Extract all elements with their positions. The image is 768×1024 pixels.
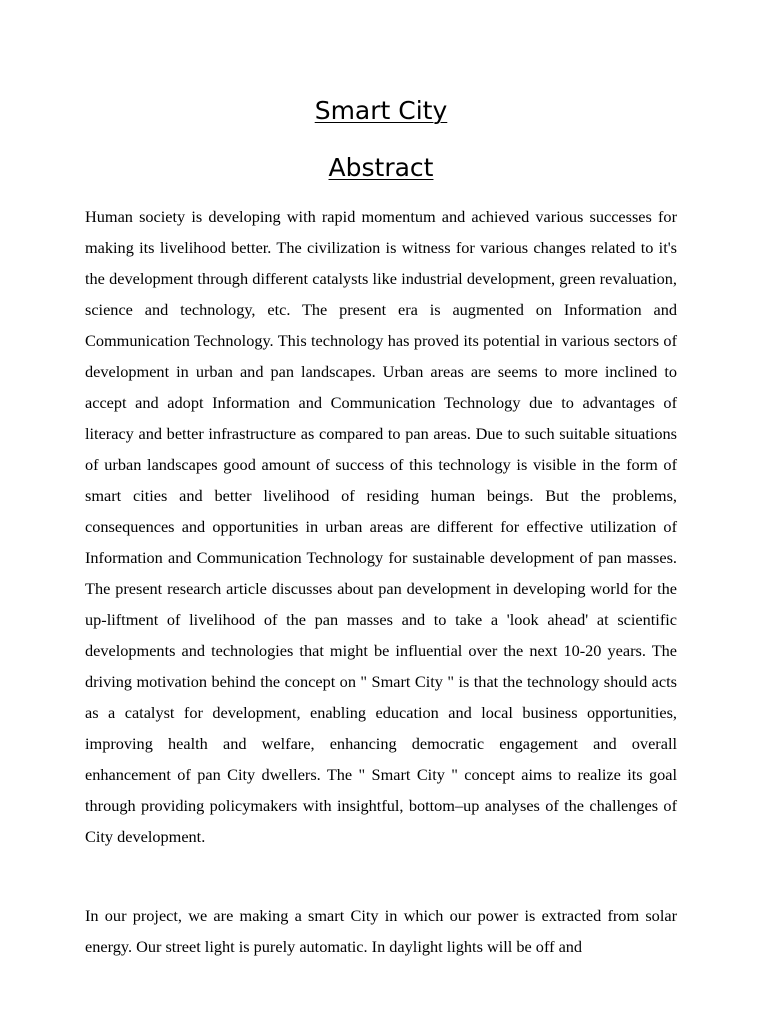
project-paragraph: In our project, we are making a smart City in which our power is extracted from solar energy. Our street light is purely automatic. In daylight lights will be off and <box>85 906 677 956</box>
section-heading-abstract: Abstract <box>328 153 434 182</box>
document-title: Smart City <box>314 96 448 125</box>
abstract-paragraph: Human society is developing with rapid momentum and achieved various successes for making its livelihood better. The civilization is witness for various changes related to it's the development through different catalysts like industrial development, green revaluation, science and technology, etc. The present era is augmented on Information and Communication Technology. This technology has proved its potential in various sectors of development in urban and pan landscapes. Urban areas are seems to more inclined to accept and adopt Information and Communication Technology due to advantages of literacy and better infrastructure as compared to pan areas. Due to such suitable situations of urban landscapes good amount of success of this technology is visible in the form of smart cities and better livelihood of residing human beings. But the problems, consequences and opportunities in urban areas are different for effective utilization of Information and Communication Technology for sustainable development of pan masses. The present research article discusses about pan development in developing world for the up-liftment of livelihood of the pan masses and to take a 'look ahead' at scientific developments and technologies that might be influential over the next 10-20 years. The driving motivation behind the concept on " Smart City " is that the technology should acts as a catalyst for development, enabling education and local business opportunities, improving health and welfare, enhancing democratic engagement and overall enhancement of pan City dwellers. The " Smart City " concept aims to realize its goal through providing policymakers with insightful, bottom–up analyses of the challenges of City development. <box>85 207 677 846</box>
